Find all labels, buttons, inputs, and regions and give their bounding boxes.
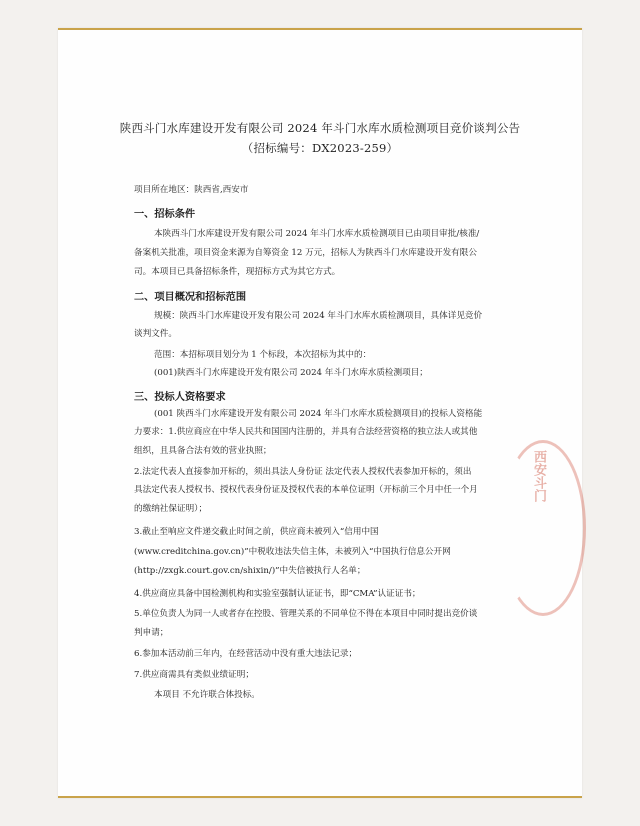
section-3-line-8: (www.creditchina.gov.cn)”中税收违法失信主体，未被列入“中国执行信息公开网 [134,547,451,557]
section-3-line-13: 6.参加本活动前三年内，在经营活动中没有重大违法记录； [134,649,358,659]
section-3-line-14: 7.供应商需具有类似业绩证明； [134,670,254,680]
section-3-line-10: 4.供应商应具备中国检测机构和实验室强制认证证书，即“CMA”认证证书； [134,589,421,599]
section-3-line-11: 5.单位负责人为同一人或者存在控股、管理关系的不同单位不得在本项目中同时提出竞价谈 [134,609,478,619]
seal-text: 西安斗门 [531,450,546,502]
section-2-line-4: (001)陕西斗门水库建设开发有限公司 2024 年斗门水库水质检测项目； [154,368,428,378]
section-2-line-3: 范围：本招标项目划分为 1 个标段，本次招标为其中的： [154,350,372,360]
section-2-line-2: 谈判文件。 [134,329,177,339]
section-3-line-15: 本项目 不允许联合体投标。 [154,690,260,700]
section-3-line-2: 力要求：1.供应商应在中华人民共和国国内注册的，并具有合法经营资格的独立法人或其他 [134,427,478,437]
section-3-line-6: 的缴纳社保证明）； [134,504,208,514]
section-3-line-1: (001 陕西斗门水库建设开发有限公司 2024 年斗门水库水质检测项目)的投标人资格能 [154,409,483,419]
section-2-line-1: 规模：陕西斗门水库建设开发有限公司 2024 年斗门水库水质检测项目，具体详见竞价 [154,311,483,321]
bid-number: （招标编号：DX2023-259） [241,141,399,155]
section-3-line-12: 判申请； [134,628,169,638]
section-1-line-1: 本陕西斗门水库建设开发有限公司 2024 年斗门水库水质检测项目已由项目审批/核准/ [154,229,480,239]
section-1-line-2: 备案机关批准，项目资金来源为自筹资金 12 万元，招标人为陕西斗门水库建设开发有限公 [134,248,477,258]
section-1-line-3: 司。本项目已具备招标条件，现招标方式为其它方式。 [134,267,341,277]
section-3-line-3: 组织，且具备合法有效的营业执照； [134,446,272,456]
section-3-line-4: 2.法定代表人直接参加开标的，须出具法人身份证 法定代表人授权代表参加开标的，须出 [134,467,472,477]
section-3-heading: 三、投标人资格要求 [134,392,226,403]
document-title: 陕西斗门水库建设开发有限公司 2024 年斗门水库水质检测项目竞价谈判公告 [119,121,521,135]
document-page [58,28,582,798]
section-1-heading: 一、招标条件 [134,209,196,220]
section-3-line-9: (http://zxgk.court.gov.cn/shixin/)”中失信被执行人名单； [134,566,366,576]
section-3-line-5: 具法定代表人授权书、授权代表身份证及授权代表的本单位证明（开标前三个月中任一个月 [134,485,478,495]
project-location: 项目所在地区：陕西省,西安市 [134,185,249,195]
section-3-line-7: 3.截止至响应文件递交截止时间之前，供应商未被列入“信用中国 [134,527,379,537]
section-2-heading: 二、项目概况和招标范围 [134,292,247,303]
